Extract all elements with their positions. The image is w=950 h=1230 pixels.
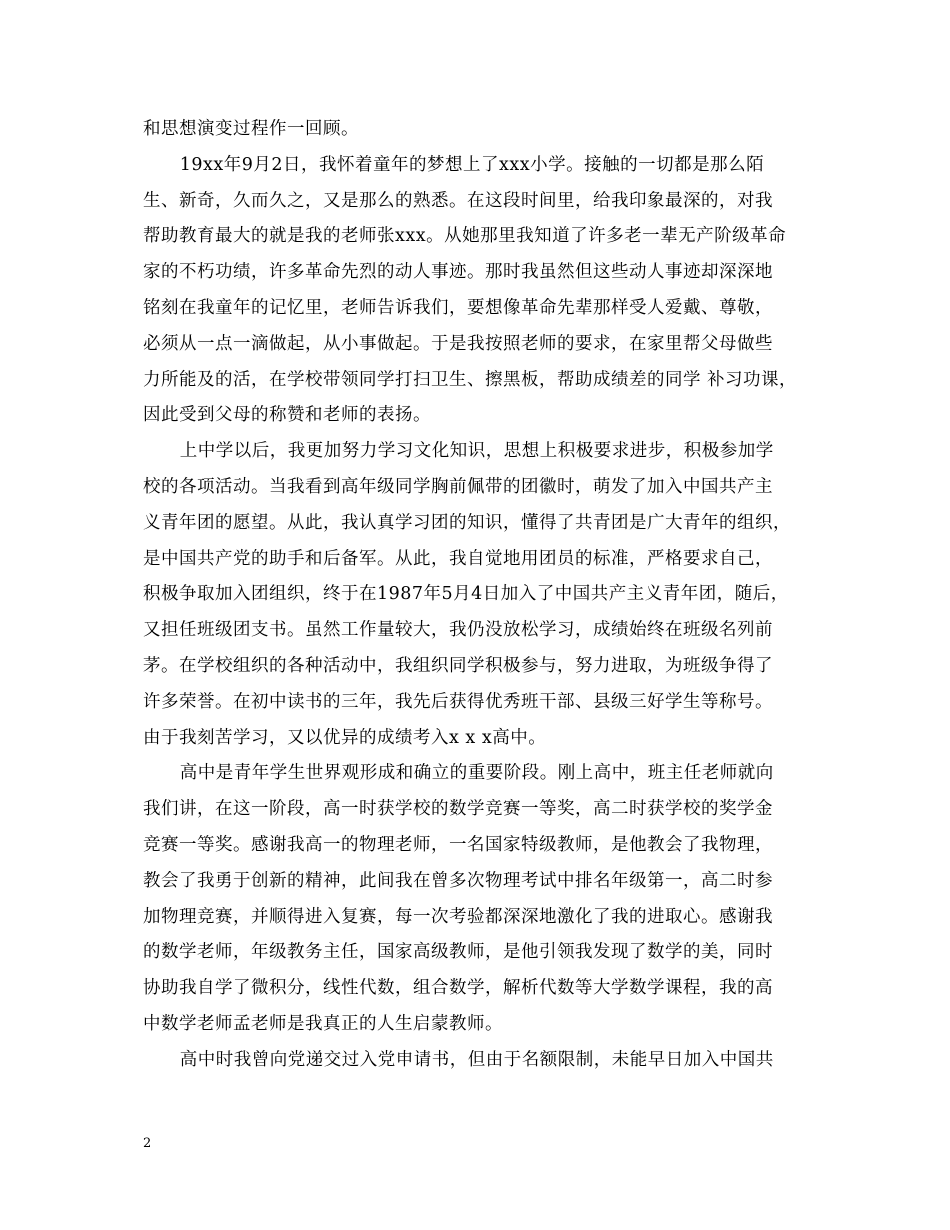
text-line: 帮助教育最大的就是我的老师张xxx。从她那里我知道了许多老一辈无产阶级革命 [143,226,787,247]
text-line: 的数学老师，年级教务主任，国家高级教师，是他引领我发现了数学的美，同时 [143,942,773,963]
text-line: 茅。在学校组织的各种活动中，我组织同学积极参与，努力进取，为班级争得了 [143,655,773,676]
text-line: 由于我刻苦学习，又以优异的成绩考入x x x高中。 [143,727,547,748]
text-line: 铭刻在我童年的记忆里，老师告诉我们，要想像革命先辈那样受人爱戴、尊敬， [143,297,773,318]
body-text [143,112,823,1079]
text-line: 力所能及的活，在学校带领同学打扫卫生、擦黑板，帮助成绩差的同学 补习功课， [143,369,798,390]
text-line: 又担任班级团支书。虽然工作量较大，我仍没放松学习，成绩始终在班级名列前 [143,620,773,641]
text-line: 19xx年9月2日，我怀着童年的梦想上了xxx小学。接触的一切都是那么陌 [179,154,765,175]
text-line: 义青年团的愿望。从此，我认真学习团的知识，懂得了共青团是广大青年的组织， [143,512,791,533]
paragraph [143,756,823,1042]
text-line: 教会了我勇于创新的精神，此间我在曾多次物理考试中排名年级第一，高二时参 [143,870,773,891]
text-line: 和思想演变过程作一回顾。 [143,119,359,139]
text-line: 许多荣誉。在初中读书的三年，我先后获得优秀班干部、县级三好学生等称号。 [143,691,773,712]
text-line: 生、新奇，久而久之，又是那么的熟悉。在这段时间里，给我印象最深的，对我 [143,190,773,211]
text-line: 必须从一点一滴做起，从小事做起。于是我按照老师的要求，在家里帮父母做些 [143,333,773,354]
text-line: 我们讲，在这一阶段，高一时获学校的数学竞赛一等奖，高二时获学校的奖学金 [143,799,773,820]
text-line: 加物理竞赛，并顺得进入复赛，每一次考验都深深地激化了我的进取心。感谢我 [143,906,773,927]
text-line: 是中国共产党的助手和后备军。从此，我自觉地用团员的标准，严格要求自己， [143,548,773,569]
text-line: 因此受到父母的称赞和老师的表扬。 [143,405,431,426]
text-line: 中数学老师孟老师是我真正的人生启蒙教师。 [143,1013,503,1034]
text-line: 家的不朽功绩，许多革命先烈的动人事迹。那时我虽然但这些动人事迹却深深地 [143,262,773,283]
page-number: 2 [143,1136,152,1151]
text-line: 校的各项活动。当我看到高年级同学胸前佩带的团徽时，萌发了加入中国共产主 [143,476,773,497]
paragraph [143,434,823,756]
paragraph [143,112,823,148]
text-line: 高中时我曾向党递交过入党申请书，但由于名额限制，未能早日加入中国共 [179,1049,774,1070]
text-line: 高中是青年学生世界观形成和确立的重要阶段。刚上高中，班主任老师就向 [179,763,774,784]
text-line: 协助我自学了微积分，线性代数，组合数学，解析代数等大学数学课程，我的高 [143,978,773,999]
paragraph [143,148,823,434]
text-line: 上中学以后，我更加努力学习文化知识，思想上积极要求进步，积极参加学 [179,441,774,462]
text-line: 竞赛一等奖。感谢我高一的物理老师，一名国家特级教师，是他教会了我物理， [143,834,773,855]
paragraph [143,1043,823,1079]
text-line: 积极争取加入团组织，终于在1987年5月4日加入了中国共产主义青年团，随后， [143,584,789,605]
